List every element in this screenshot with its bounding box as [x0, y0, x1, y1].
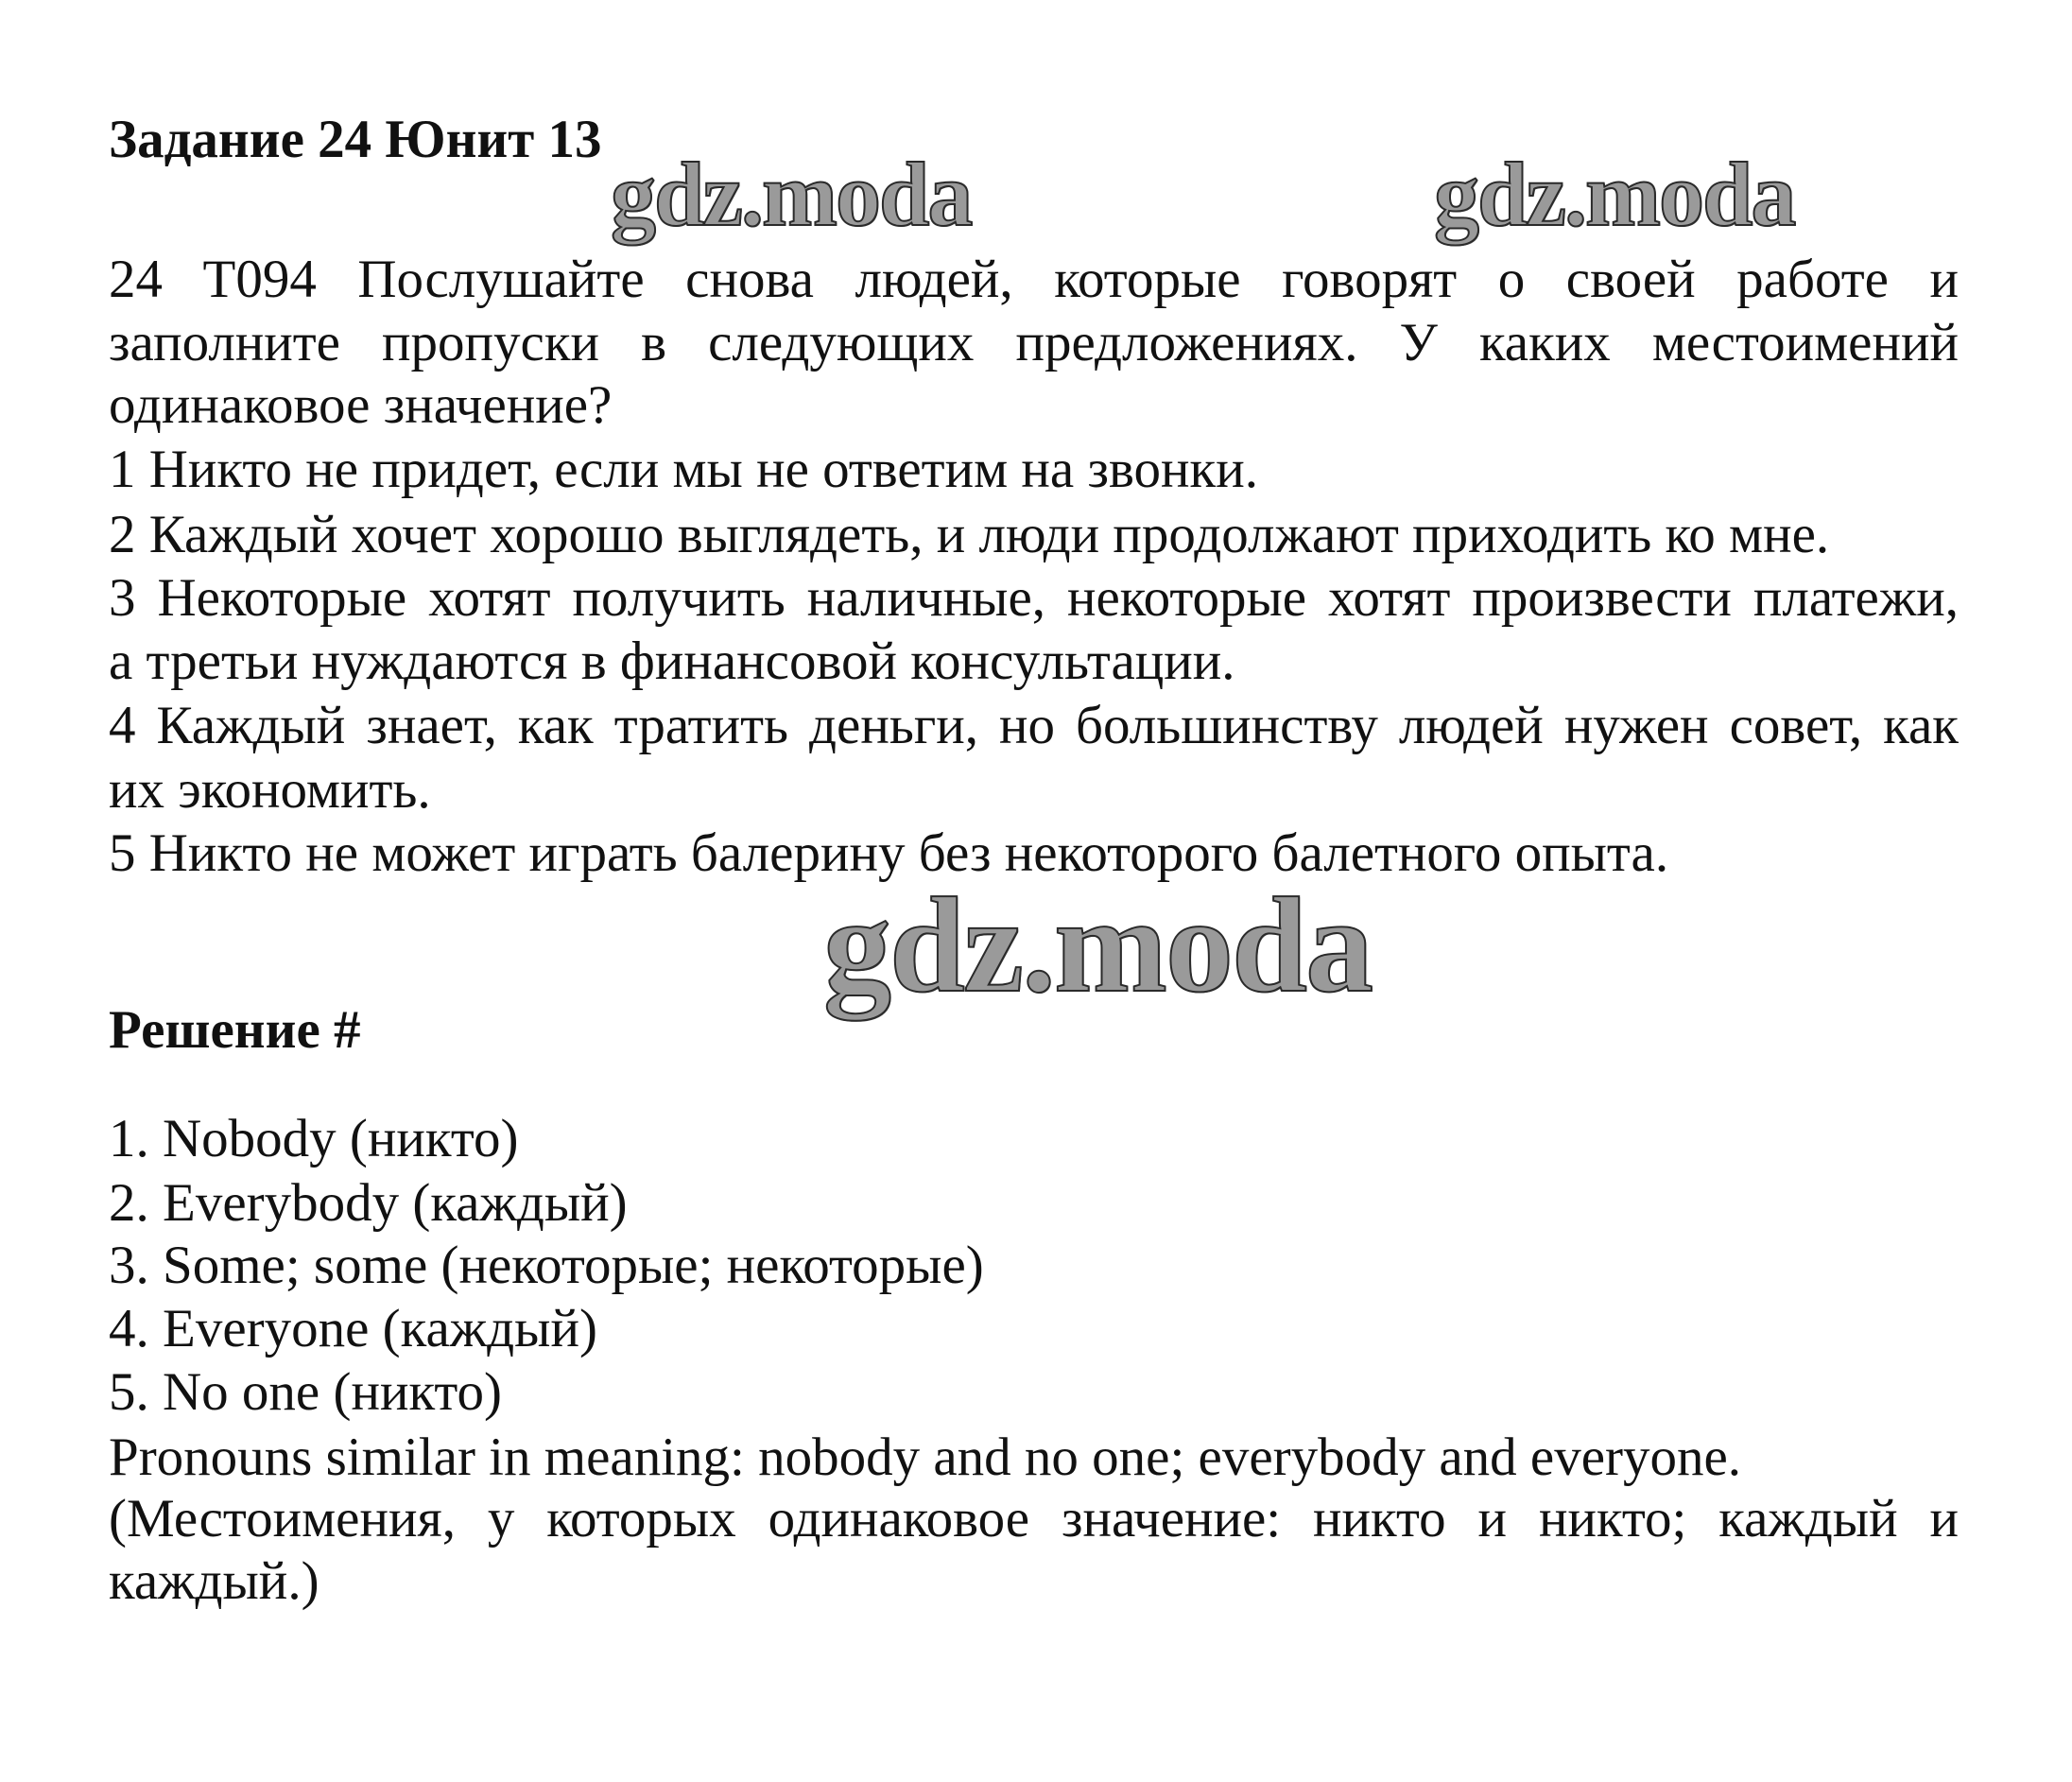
task-line: 24 T094 Послушайте снова людей, которые говорят о своей работе и [109, 250, 1959, 309]
task-line: их экономить. [109, 760, 431, 820]
task-line: а третьи нуждаются в финансовой консультации. [109, 631, 1235, 691]
solution-line: 3. Some; some (некоторые; некоторые) [109, 1236, 984, 1295]
watermark-logo: gdz.moda [611, 144, 972, 245]
task-line: заполните пропуски в следующих предложениях. У каких местоимений [109, 313, 1959, 372]
task-line: 4 Каждый знает, как тратить деньги, но большинству людей нужен совет, как [109, 696, 1959, 755]
task-line: 1 Никто не придет, если мы не ответим на звонки. [109, 440, 1258, 499]
task-line: 3 Некоторые хотят получить наличные, некоторые хотят произвести платежи, [109, 568, 1959, 628]
solution-line: 2. Everybody (каждый) [109, 1173, 628, 1233]
task-line: одинаковое значение? [109, 375, 613, 435]
solution-line: каждый.) [109, 1551, 319, 1611]
solution-line: 5. No one (никто) [109, 1362, 503, 1422]
solution-line: Pronouns similar in meaning: nobody and no one; everybody and everyone. [109, 1427, 1742, 1487]
solution-line: (Местоимения, у которых одинаковое значение: никто и никто; каждый и [109, 1489, 1959, 1548]
solution-line: 4. Everyone (каждый) [109, 1299, 597, 1358]
watermark-logo: gdz.moda [823, 871, 1373, 1021]
solution-heading: Решение # [109, 1000, 361, 1060]
task-line: 2 Каждый хочет хорошо выглядеть, и люди продолжают приходить ко мне. [109, 505, 1830, 564]
task-title: Задание 24 Юнит 13 [109, 110, 602, 169]
solution-line: 1. Nobody (никто) [109, 1109, 519, 1168]
watermark-logo: gdz.moda [1434, 144, 1795, 245]
task-line: 5 Никто не может играть балерину без некоторого балетного опыта. [109, 823, 1669, 883]
